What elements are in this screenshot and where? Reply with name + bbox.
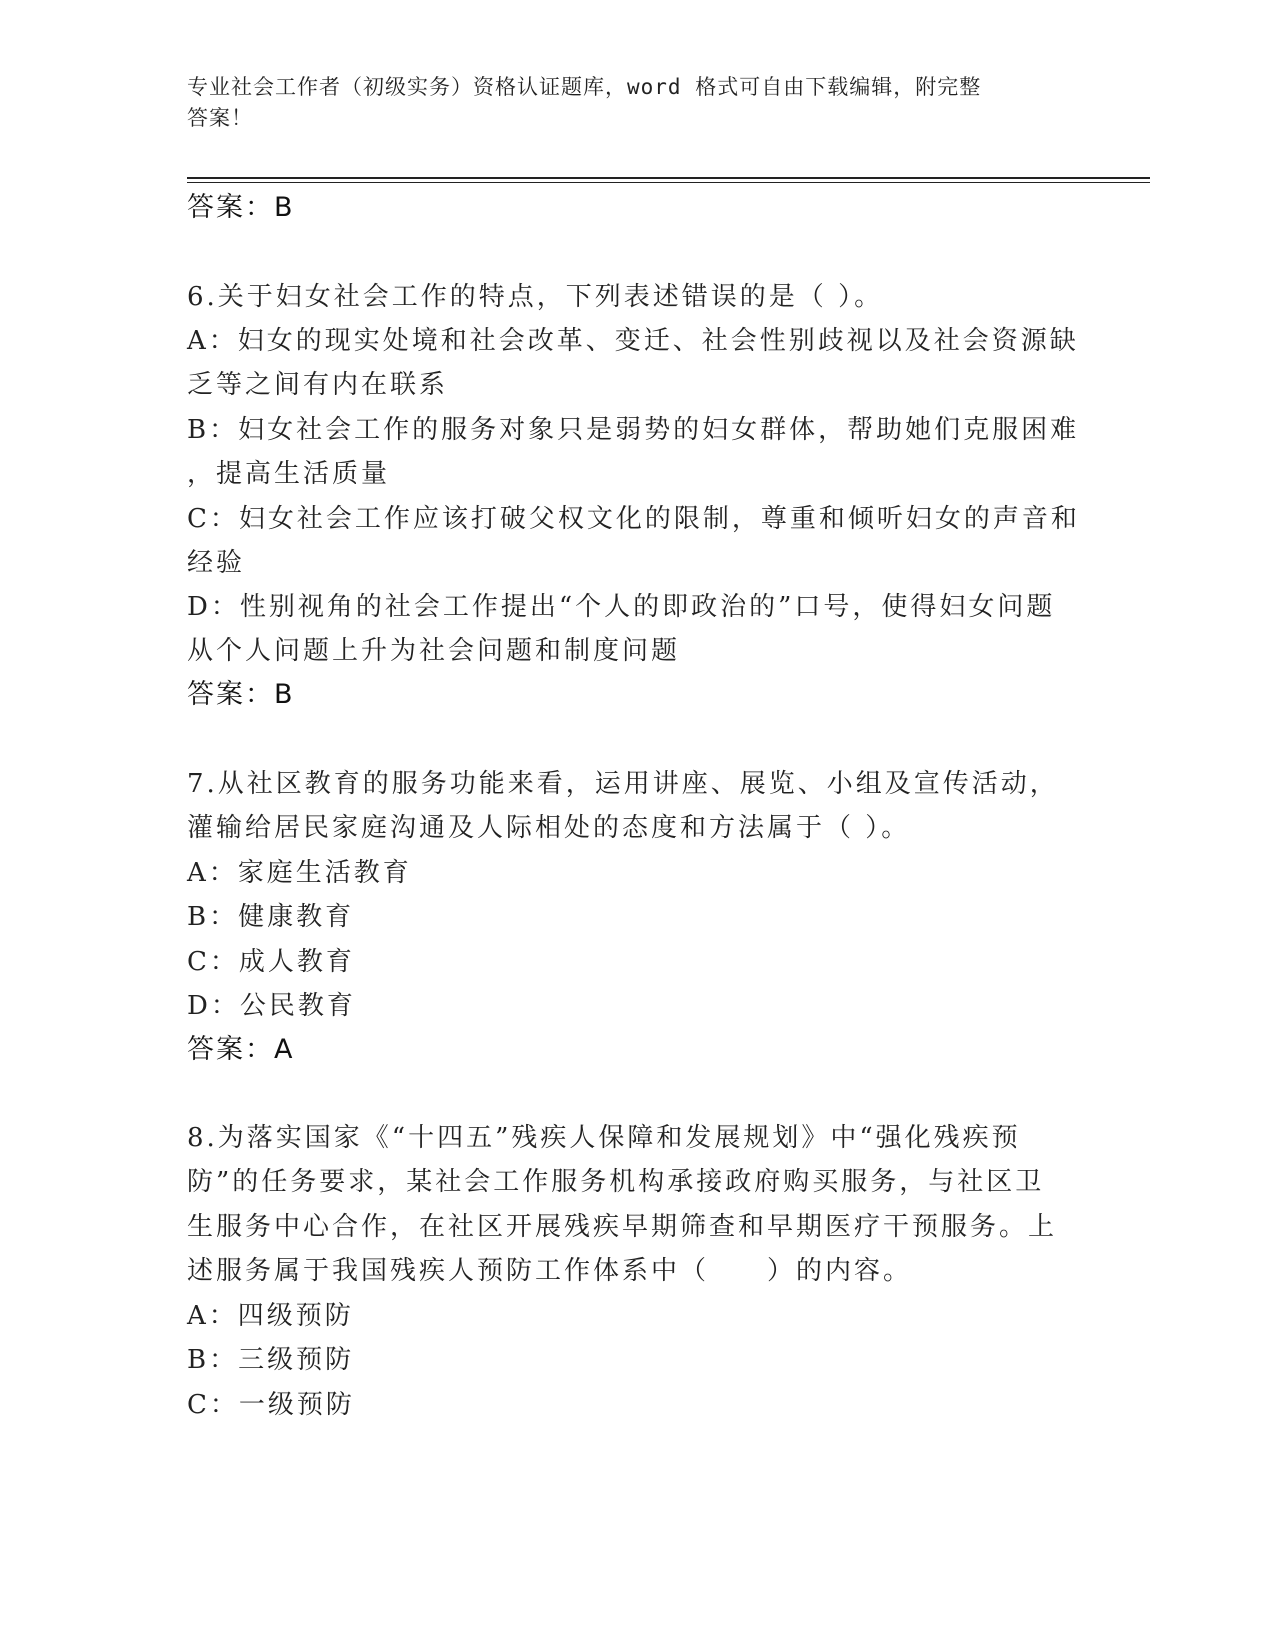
q6-option-b-line2: ，提高生活质量 bbox=[187, 459, 391, 489]
q8-stem-line4: 述服务属于我国残疾人预防工作体系中（ ）的内容。 bbox=[187, 1256, 913, 1286]
q7-option-d: D：公民教育 bbox=[187, 991, 356, 1021]
q8-option-a: A：四级预防 bbox=[187, 1301, 354, 1331]
q6-answer: 答案：B bbox=[187, 679, 295, 710]
q7-option-c: C：成人教育 bbox=[187, 947, 355, 977]
q6-option-a-line1: A：妇女的现实处境和社会改革、变迁、社会性别歧视以及社会资源缺 bbox=[187, 326, 1079, 356]
q6-option-c-line2: 经验 bbox=[187, 548, 246, 578]
header-line-2: 答案！ bbox=[187, 106, 253, 130]
q6-option-b-line1: B：妇女社会工作的服务对象只是弱势的妇女群体，帮助她们克服困难 bbox=[187, 415, 1080, 445]
q7-stem-line2: 灌输给居民家庭沟通及人际相处的态度和方法属于（ ）。 bbox=[187, 813, 911, 843]
q8-stem-line2: 防”的任务要求，某社会工作服务机构承接政府购买服务，与社区卫 bbox=[187, 1167, 1045, 1197]
page-header bbox=[187, 72, 1067, 134]
q8-stem-line3: 生服务中心合作，在社区开展残疾早期筛查和早期医疗干预服务。上 bbox=[187, 1212, 1058, 1242]
q8-option-b: B：三级预防 bbox=[187, 1345, 355, 1375]
q8-stem-line1: 8.为落实国家《“十四五”残疾人保障和发展规划》中“强化残疾预 bbox=[187, 1123, 1021, 1153]
q7-answer: 答案：A bbox=[187, 1034, 295, 1065]
q6-option-a-line2: 乏等之间有内在联系 bbox=[187, 370, 449, 400]
header-rule-thin bbox=[187, 182, 1150, 183]
q7-option-b: B：健康教育 bbox=[187, 902, 355, 932]
q8-option-c: C：一级预防 bbox=[187, 1390, 355, 1420]
q6-option-d-line2: 从个人问题上升为社会问题和制度问题 bbox=[187, 636, 681, 666]
q7-stem-line1: 7.从社区教育的服务功能来看，运用讲座、展览、小组及宣传活动， bbox=[187, 769, 1059, 799]
header-line-1: 专业社会工作者（初级实务）资格认证题库，word 格式可自由下载编辑，附完整 bbox=[187, 75, 982, 99]
header-rule-thick bbox=[187, 177, 1150, 179]
q6-option-d-line1: D：性别视角的社会工作提出“个人的即政治的”口号，使得妇女问题 bbox=[187, 592, 1056, 622]
answer-previous: 答案：B bbox=[187, 192, 295, 223]
q6-option-c-line1: C：妇女社会工作应该打破父权文化的限制，尊重和倾听妇女的声音和 bbox=[187, 504, 1080, 534]
q6-stem: 6.关于妇女社会工作的特点，下列表述错误的是（ ）。 bbox=[187, 282, 884, 312]
q7-option-a: A：家庭生活教育 bbox=[187, 858, 412, 888]
